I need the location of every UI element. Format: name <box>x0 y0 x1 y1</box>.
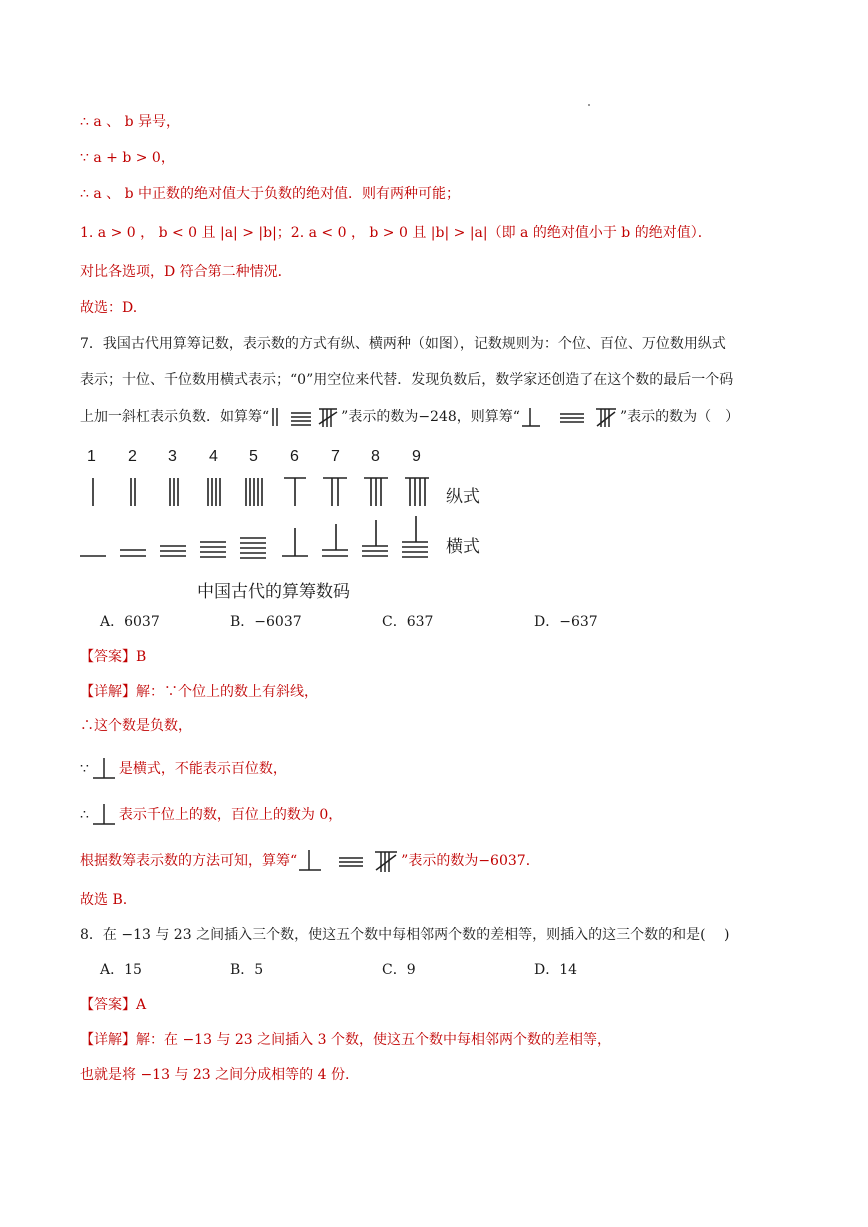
figure-number: 5 <box>249 448 258 465</box>
option-d: D．−637 <box>534 614 598 630</box>
option-c: C．637 <box>382 614 434 630</box>
option-b: B．−6037 <box>230 614 302 630</box>
figure-number: 2 <box>128 448 137 465</box>
question-7-stem: 7．我国古代用算筹记数，表示数的方式有纵、横两种（如图），记数规则为：个位、百位、万位数用纵式 <box>80 336 726 352</box>
text-line: ∴ a 、 b 异号， <box>80 114 181 130</box>
counting-rod-neg-248 <box>269 406 341 428</box>
detail-line: 也就是将 −13 与 23 之间分成相等的 4 份. <box>80 1067 350 1083</box>
option-a: A．15 <box>100 962 142 978</box>
counting-rod-6-horizontal <box>89 756 119 782</box>
text-line: ∴ a 、 b 中正数的绝对值大于负数的绝对值．则有两种可能； <box>80 186 461 202</box>
counting-rod-glyphs <box>70 470 450 570</box>
detail-text: 表示千位上的数，百位上的数为 0， <box>118 807 343 823</box>
option-c: C．9 <box>382 962 416 978</box>
counting-rod-neg-6037 <box>297 848 401 874</box>
figure-number: 9 <box>412 448 421 465</box>
conclusion: 故选 B. <box>80 892 128 908</box>
question-7-stem: 表示；十位、千位数用横式表示；“0”用空位来代替．发现负数后，数学家还创造了在这个数的最后一个码 <box>80 372 734 388</box>
text-line: 故选：D. <box>80 300 138 316</box>
detail-line <box>80 756 287 782</box>
question-7-stem <box>80 406 739 428</box>
scan-dot <box>588 104 590 106</box>
detail-text: ”表示的数为−6037． <box>401 853 540 869</box>
detail-line <box>80 802 342 828</box>
because-symbol: ∵ <box>80 761 89 777</box>
detail-line: 【详解】解：在 −13 与 23 之间插入 3 个数，使这五个数中每相邻两个数的差相等， <box>80 1032 611 1048</box>
detail-line: 【详解】解：∵个位上的数上有斜线， <box>80 684 318 700</box>
figure-label-vertical: 纵式 <box>446 487 480 507</box>
detail-text: 根据数筹表示数的方法可知，算筹“ <box>80 853 298 869</box>
figure-number: 3 <box>168 448 177 465</box>
question-8-stem: 8．在 −13 与 23 之间插入三个数，使这五个数中每相邻两个数的差相等，则插入的这三个数的和是( ) <box>80 927 730 943</box>
text-line: 对比各选项，D 符合第二种情况． <box>80 264 292 280</box>
answer: 【答案】A <box>80 997 147 1013</box>
option-d: D．14 <box>534 962 578 978</box>
figure-number: 4 <box>209 448 218 465</box>
stem-text: ”表示的数为（ ） <box>619 409 740 425</box>
counting-rod-6-horizontal <box>89 802 119 828</box>
detail-line: ∴这个数是负数， <box>80 718 192 734</box>
figure-number: 7 <box>331 448 340 465</box>
figure-number: 1 <box>87 448 96 465</box>
stem-text: ”表示的数为−248，则算筹“ <box>341 409 520 425</box>
figure-caption: 中国古代的算筹数码 <box>197 582 350 602</box>
detail-line <box>80 848 540 874</box>
figure-number: 6 <box>290 448 299 465</box>
figure-number: 8 <box>371 448 380 465</box>
text-line: 1. a > 0 ， b < 0 且 |a| > |b|；2. a < 0 ， b > 0 且 |b| > |a|（即 a 的绝对值小于 b 的绝对值）． <box>80 225 712 241</box>
option-b: B．5 <box>230 962 264 978</box>
detail-text: 是横式，不能表示百位数， <box>118 761 287 777</box>
option-a: A．6037 <box>100 614 160 630</box>
stem-text: 上加一斜杠表示负数．如算筹“ <box>80 409 270 425</box>
therefore-symbol: ∴ <box>80 807 89 823</box>
answer: 【答案】B <box>80 649 147 665</box>
counting-rod-question <box>520 406 620 428</box>
figure-label-horizontal: 横式 <box>446 537 480 557</box>
text-line: ∵ a + b > 0， <box>80 150 175 166</box>
